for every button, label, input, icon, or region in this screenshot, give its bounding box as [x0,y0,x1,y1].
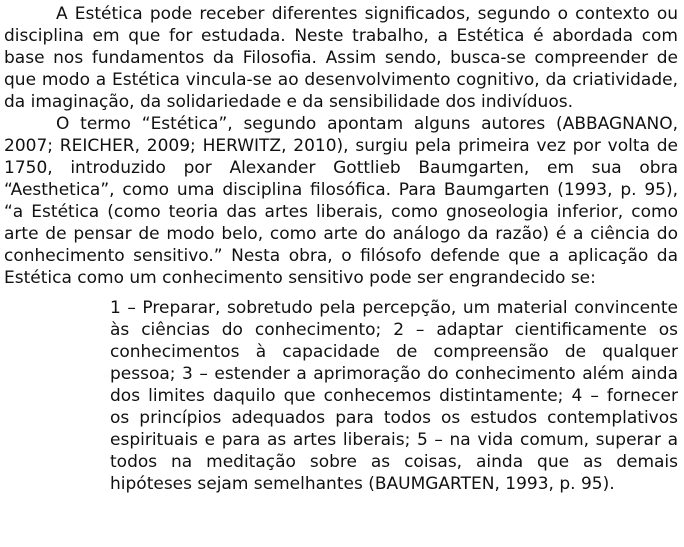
paragraph-1: A Estética pode receber diferentes significados, segundo o contexto ou disciplina em que for estudada. Neste trabalho, a Estética é abordada com base nos fundamentos da Filosofia. Assim sendo, busca-se compreender de que modo a Estética vincula-se ao desenvolvimento cognitivo, da criatividade, da imaginação, da solidariedade e da sensibilidade dos indivíduos. [4,4,678,112]
document-page [4,3,678,495]
block-quote: 1 – Preparar, sobretudo pela percepção, um material convincente às ciências do conhecimento; 2 – adaptar cientificamente os conhecimentos à capacidade de compreensão de qualquer pessoa; 3 – estender a aprimoração do conhecimento além ainda dos limites daquilo que conhecemos distintamente; 4 – fornecer os princípios adequados para todos os estudos contemplativos espirituais e para as artes liberais; 5 – na vida comum, superar a todos na meditação sobre as coisas, ainda que as demais hipóteses sejam semelhantes (BAUMGARTEN, 1993, p. 95). [110,298,678,494]
paragraph-2: O termo “Estética”, segundo apontam alguns autores (ABBAGNANO, 2007; REICHER, 2009; HERWITZ, 2010), surgiu pela primeira vez por volta de 1750, introduzido por Alexander Gottlieb Baumgarten, em sua obra “Aesthetica”, como uma disciplina filosófica. Para Baumgarten (1993, p. 95), “a Estética (como teoria das artes liberais, como gnoseologia inferior, como arte de pensar de modo belo, como arte do análogo da razão) é a ciência do conhecimento sensitivo.” Nesta obra, o filósofo defende que a aplicação da Estética como um conhecimento sensitivo pode ser engrandecido se: [4,114,678,288]
